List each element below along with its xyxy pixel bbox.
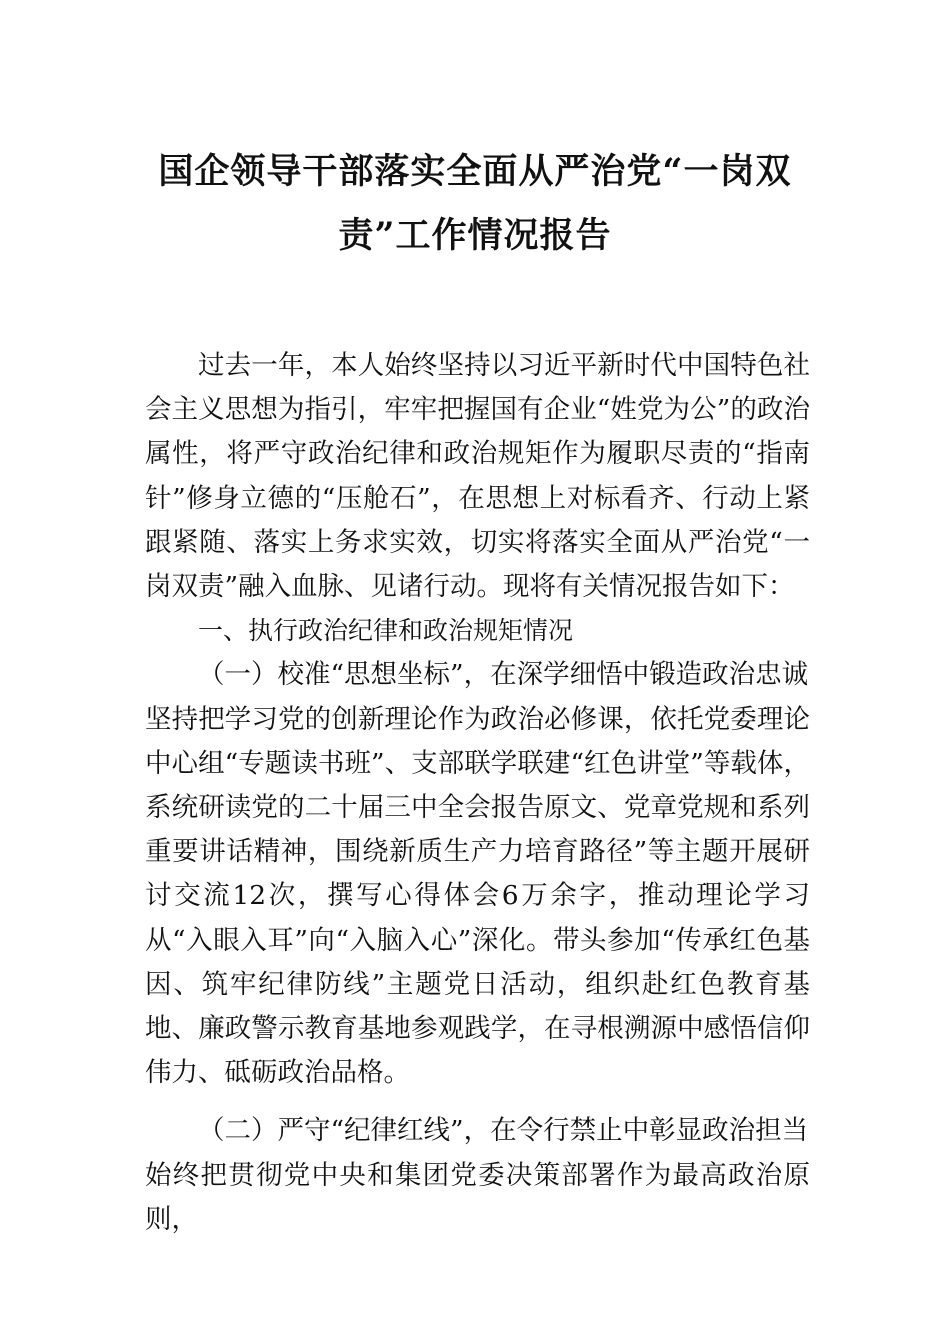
title-line-2: 责”工作情况报告 bbox=[338, 215, 612, 256]
intro-paragraph: 过去一年，本人始终坚持以习近平新时代中国特色社会主义思想为指引，牢牢把握国有企业“姓党为公”的政治属性，将严守政治纪律和政治规矩作为履职尽责的“指南针”修身立德的“压舱石”，在思想上对标看齐、行动上紧跟紧随、落实上务求实效，切实将落实全面从严治党“一岗双责”融入血脉、见诸行动。现将有关情况报告如下： bbox=[145, 350, 810, 603]
section-heading-1: 一、执行政治纪律和政治规矩情况 bbox=[198, 616, 574, 646]
title-line-1: 国企领导干部落实全面从严治党“一岗双 bbox=[158, 151, 792, 192]
subsection-body-2: 始终把贯彻党中央和集团党委决策部署作为最高政治原则， bbox=[145, 1159, 810, 1235]
document-title bbox=[145, 140, 805, 268]
subsection-heading-2: （二）严守“纪律红线”，在令行禁止中彰显政治担当 bbox=[198, 1115, 809, 1147]
subsection-heading-1: （一）校准“思想坐标”，在深学细悟中锻造政治忠诚 bbox=[198, 659, 809, 691]
subsection-body-1: 坚持把学习党的创新理论作为政治必修课，依托党委理论中心组“专题读书班”、支部联学联建“红色讲堂”等载体，系统研读党的二十届三中全会报告原文、党章党规和系列重要讲话精神，围绕新质生产力培育路径”等主题开展研讨交流12次，撰写心得体会6万余字，推动理论学习从“入眼入耳”向“入脑入心”深化。带头参加“传承红色基因、筑牢纪律防线”主题党日活动，组织赴红色教育基地、廉政警示教育基地参观践学，在寻根溯源中感悟信仰伟力、砥砺政治品格。 bbox=[145, 703, 810, 1089]
document-body bbox=[145, 344, 810, 1242]
